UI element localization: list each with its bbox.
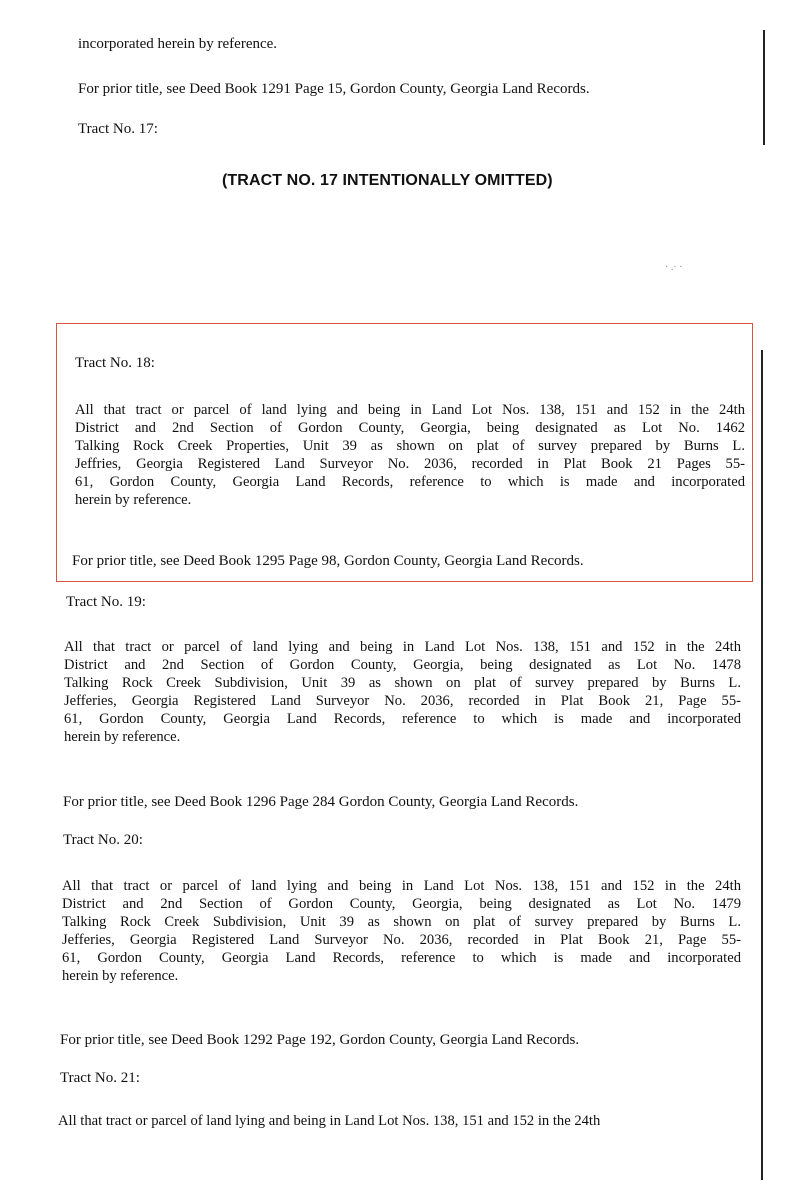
tract19-prior-title: For prior title, see Deed Book 1296 Page 284 Gordon County, Georgia Land Records. [63,794,579,810]
tract19-line: herein by reference. [64,729,181,745]
tract18-line: 61, Gordon County, Georgia Land Records, reference to which is made and incorporated [75,474,745,490]
tract20-line: herein by reference. [62,968,179,984]
tract20-line: 61, Gordon County, Georgia Land Records, reference to which is made and incorporated [62,950,741,966]
tract21-description [58,1112,741,1130]
tract18-line: Jeffries, Georgia Registered Land Surveyor No. 2036, recorded in Plat Book 21 Pages 55- [75,456,745,472]
tract20-line: Talking Rock Creek Subdivision, Unit 39 as shown on plat of survey prepared by Burns L. [62,914,741,930]
tract20-heading: Tract No. 20: [63,832,143,848]
tract20-line: District and 2nd Section of Gordon County, Georgia, being designated as Lot No. 1479 [62,896,741,912]
tract17-heading: Tract No. 17: [78,121,158,137]
tract20-line: All that tract or parcel of land lying and being in Land Lot Nos. 138, 151 and 152 in the 24th [62,878,741,894]
right-margin-line-bottom [761,350,763,1180]
tract18-line: herein by reference. [75,492,192,508]
tract18-line: Talking Rock Creek Properties, Unit 39 as shown on plat of survey prepared by Burns L. [75,438,745,454]
right-margin-line-top [763,30,765,145]
tract17-omitted-notice: (TRACT NO. 17 INTENTIONALLY OMITTED) [222,172,553,189]
tract19-line: 61, Gordon County, Georgia Land Records, reference to which is made and incorporated [64,711,741,727]
tract18-heading: Tract No. 18: [75,355,155,371]
scan-speck: · .· · [665,262,683,273]
tract19-heading: Tract No. 19: [66,594,146,610]
tract18-line: District and 2nd Section of Gordon County, Georgia, being designated as Lot No. 1462 [75,420,745,436]
tract19-line: District and 2nd Section of Gordon County, Georgia, being designated as Lot No. 1478 [64,657,741,673]
tract21-heading: Tract No. 21: [60,1070,140,1086]
tract19-line: All that tract or parcel of land lying and being in Land Lot Nos. 138, 151 and 152 in the 24th [64,639,741,655]
tract21-line: All that tract or parcel of land lying and being in Land Lot Nos. 138, 151 and 152 in the 24th [58,1113,601,1129]
tract20-line: Jefferies, Georgia Registered Land Surveyor No. 2036, recorded in Plat Book 21, Page 55- [62,932,741,948]
tract19-line: Jefferies, Georgia Registered Land Surveyor No. 2036, recorded in Plat Book 21, Page 55- [64,693,741,709]
tract19-description [64,638,741,746]
tract19-line: Talking Rock Creek Subdivision, Unit 39 as shown on plat of survey prepared by Burns L. [64,675,741,691]
tract18-prior-title: For prior title, see Deed Book 1295 Page 98, Gordon County, Georgia Land Records. [72,553,584,569]
tract18-line: All that tract or parcel of land lying and being in Land Lot Nos. 138, 151 and 152 in the 24th [75,402,745,418]
tract16-prior-title: For prior title, see Deed Book 1291 Page 15, Gordon County, Georgia Land Records. [78,81,590,97]
tract18-description [75,401,745,509]
top-fragment: incorporated herein by reference. [78,36,278,52]
tract20-prior-title: For prior title, see Deed Book 1292 Page 192, Gordon County, Georgia Land Records. [60,1032,580,1048]
tract20-description [62,877,741,985]
